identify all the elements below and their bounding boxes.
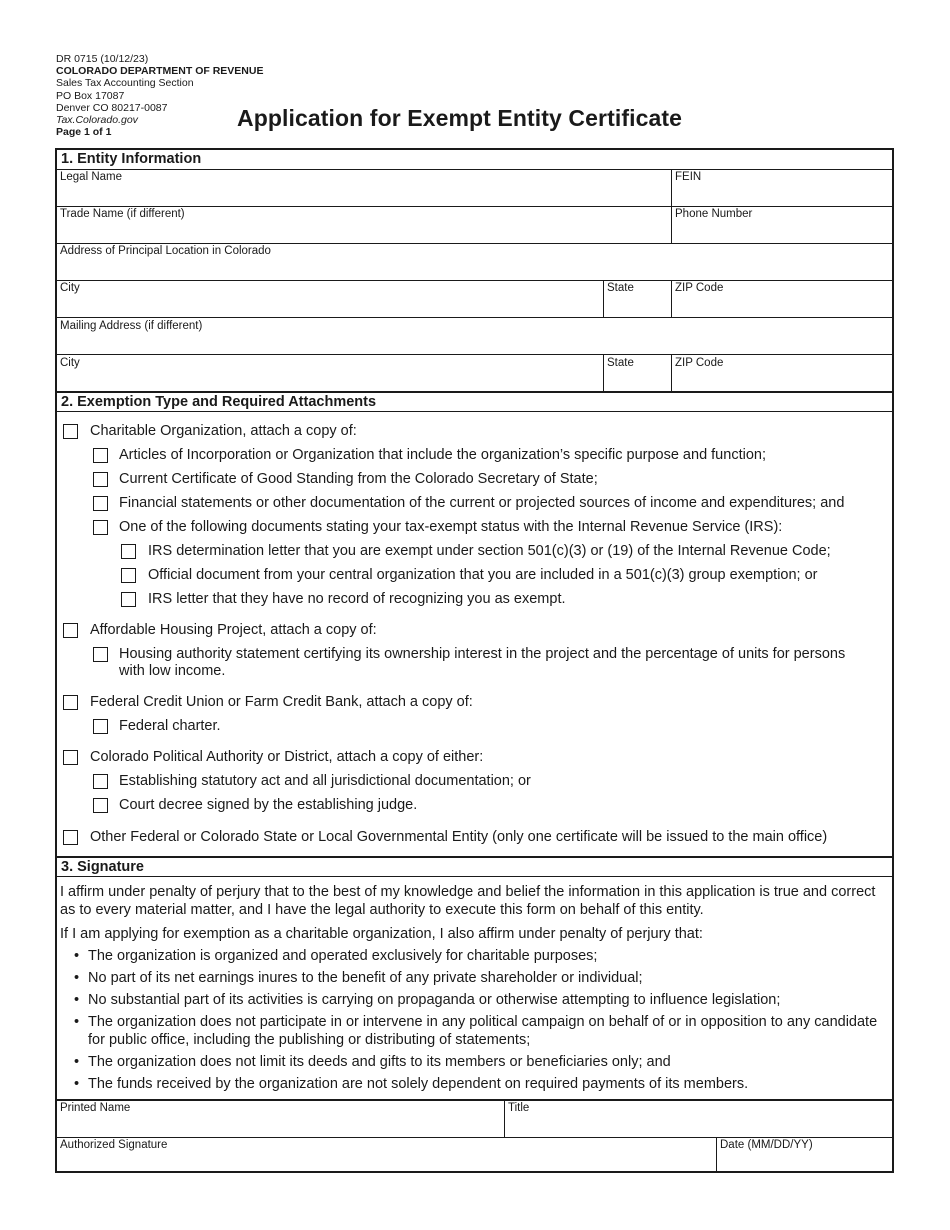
agency-section: Sales Tax Accounting Section [56, 77, 194, 90]
agency-name: COLORADO DEPARTMENT OF REVENUE [56, 65, 264, 78]
irs-docs-checkbox[interactable] [93, 520, 108, 535]
section-entity-heading: 1. Entity Information [61, 151, 202, 167]
website: Tax.Colorado.gov [56, 114, 138, 127]
date-label: Date (MM/DD/YY) [720, 1139, 813, 1151]
city-field[interactable] [57, 281, 603, 317]
legal-name-label: Legal Name [60, 171, 123, 183]
housing-statement-checkbox[interactable] [93, 647, 108, 662]
political-label: Colorado Political Authority or District, attach a copy of either: [90, 749, 484, 765]
affirmation-bullet: • No part of its net earnings inures to the benefit of any private shareholder or individual; [74, 969, 884, 987]
fein-field[interactable] [672, 169, 894, 205]
mailing-city-label: City [60, 357, 80, 369]
political-checkbox[interactable] [63, 750, 78, 765]
affirmation-bullet: • The organization does not limit its deeds and gifts to its members or beneficiaries only; and [74, 1053, 884, 1071]
mailing-zip-label: ZIP Code [675, 357, 724, 369]
legal-name-field[interactable] [57, 169, 671, 205]
affirmation-bullet: • The organization does not participate in or intervene in any political campaign on behalf of or in opposition to any candidate for public office, including the publishing or distributing of statements; [74, 1013, 884, 1049]
federal-charter-label: Federal charter. [119, 718, 221, 734]
financial-checkbox[interactable] [93, 496, 108, 511]
city-label: City [60, 282, 80, 294]
form-id: DR 0715 (10/12/23) [56, 53, 149, 65]
affirmation-bullet: • The funds received by the organization are not solely dependent on required payments of its members. [74, 1075, 884, 1093]
charitable-checkbox[interactable] [63, 424, 78, 439]
credit-union-label: Federal Credit Union or Farm Credit Bank, attach a copy of: [90, 694, 473, 710]
articles-checkbox[interactable] [93, 448, 108, 463]
statutory-act-checkbox[interactable] [93, 774, 108, 789]
no-record-checkbox[interactable] [121, 592, 136, 607]
page-number: Page 1 of 1 [56, 126, 112, 139]
affirmation-bullet: • The organization is organized and operated exclusively for charitable purposes; [74, 947, 884, 965]
authorized-signature-label: Authorized Signature [60, 1139, 168, 1151]
federal-charter-checkbox[interactable] [93, 719, 108, 734]
title-label: Title [508, 1102, 530, 1114]
zip-label: ZIP Code [675, 282, 724, 294]
statutory-act-label: Establishing statutory act and all jurisdictional documentation; or [119, 773, 531, 789]
good-standing-checkbox[interactable] [93, 472, 108, 487]
credit-union-checkbox[interactable] [63, 695, 78, 710]
page-title: Application for Exempt Entity Certificate [237, 105, 682, 131]
mailing-state-label: State [607, 357, 634, 369]
irs-letter-checkbox[interactable] [121, 544, 136, 559]
good-standing-label: Current Certificate of Good Standing from the Colorado Secretary of State; [119, 471, 598, 487]
financial-label: Financial statements or other documentation of the current or projected sources of income and expenditures; and [119, 495, 845, 511]
affirmation-bullet: • No substantial part of its activities is carrying on propaganda or otherwise attempting to influence legislation; [74, 991, 884, 1009]
central-org-label: Official document from your central organization that you are included in a 501(c)(3) group exemption; or [148, 567, 818, 583]
fein-label: FEIN [675, 171, 702, 183]
irs-docs-label: One of the following documents stating your tax-exempt status with the Internal Revenue Service (IRS): [119, 519, 783, 535]
charitable-label: Charitable Organization, attach a copy of: [90, 423, 357, 439]
city-zip: Denver CO 80217-0087 [56, 101, 168, 114]
central-org-checkbox[interactable] [121, 568, 136, 583]
address-label: Address of Principal Location in Colorado [60, 245, 271, 257]
court-decree-label: Court decree signed by the establishing judge. [119, 797, 418, 813]
housing-checkbox[interactable] [63, 623, 78, 638]
mailing-address-label: Mailing Address (if different) [60, 320, 203, 332]
po-box: PO Box 17087 [56, 89, 125, 102]
application-form [55, 148, 894, 1173]
court-decree-checkbox[interactable] [93, 798, 108, 813]
other-gov-checkbox[interactable] [63, 830, 78, 845]
housing-statement-label: Housing authority statement certifying its ownership interest in the project and the percentage of units for persons with low income. [119, 646, 846, 679]
articles-label: Articles of Incorporation or Organization that include the organization’s specific purpose and function; [119, 447, 766, 463]
charitable-affirmation-intro: If I am applying for exemption as a charitable organization, I also affirm under penalty of perjury that: [60, 926, 703, 942]
irs-letter-label: IRS determination letter that you are exempt under section 501(c)(3) or (19) of the Internal Revenue Code; [148, 543, 831, 559]
section-exemption-heading: 2. Exemption Type and Required Attachments [61, 394, 377, 410]
title-field[interactable] [505, 1101, 894, 1136]
section-signature-heading: 3. Signature [61, 859, 144, 875]
printed-name-label: Printed Name [60, 1102, 131, 1114]
affirmation-text: I affirm under penalty of perjury that to the best of my knowledge and belief the information in this application is true and correct as to every material matter, and I have the legal authority to execute this form on behalf of this entity. [60, 884, 876, 918]
housing-label: Affordable Housing Project, attach a copy of: [90, 622, 377, 638]
trade-name-label: Trade Name (if different) [60, 208, 185, 220]
form-header [56, 53, 263, 138]
mailing-city-field[interactable] [57, 355, 603, 391]
state-label: State [607, 282, 634, 294]
other-gov-label: Other Federal or Colorado State or Local Governmental Entity (only one certificate will be issued to the main office) [90, 829, 828, 845]
phone-label: Phone Number [675, 208, 753, 220]
no-record-label: IRS letter that they have no record of recognizing you as exempt. [148, 591, 566, 607]
